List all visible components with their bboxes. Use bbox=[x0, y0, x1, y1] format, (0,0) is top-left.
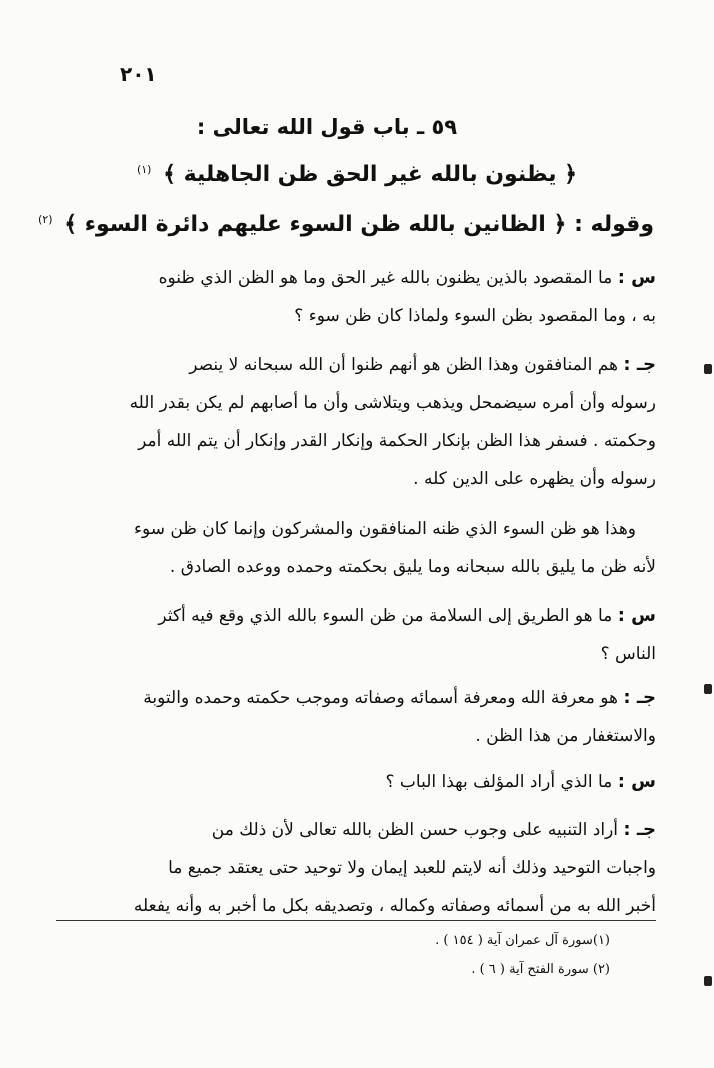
answer-paragraph bbox=[56, 679, 656, 755]
text-line: رسوله وأن أمره سيضمحل ويذهب ويتلاشى وأن ما أصابهم لم يكن بقدر الله bbox=[129, 393, 656, 413]
text-line: س : ما الذي أراد المؤلف بهذا الباب ؟ bbox=[385, 771, 656, 792]
margin-mark bbox=[704, 364, 712, 374]
text-line: جـ : هو معرفة الله ومعرفة أسمائه وصفاته وموجب حكمته وحمده والتوبة bbox=[143, 687, 656, 708]
verse-2-text: ﴿ الظانين بالله ظن السوء عليهم دائرة السوء ﴾ bbox=[64, 212, 567, 237]
verse-2-prefix: وقوله : bbox=[574, 212, 654, 237]
question-paragraph bbox=[56, 597, 656, 673]
footnote-divider bbox=[56, 920, 656, 921]
verse-heading-1 bbox=[0, 162, 714, 187]
question-label: س : bbox=[617, 605, 656, 626]
text-line: والاستغفار من هذا الظن . bbox=[475, 726, 656, 746]
text-line: لأنه ظن ما يليق بالله سبحانه وما يليق بحكمته وحمده ووعده الصادق . bbox=[169, 557, 656, 577]
footnote-2: (٢) سورة الفتح آية ( ٦ ) . bbox=[471, 962, 610, 977]
verse-1-text: ﴿ يظنون بالله غير الحق ظن الجاهلية ﴾ bbox=[163, 162, 578, 187]
explanation-paragraph bbox=[56, 510, 656, 586]
text-line: وهذا هو ظن السوء الذي ظنه المنافقون والمشركون وإنما كان ظن سوء bbox=[133, 519, 636, 539]
question-paragraph bbox=[56, 259, 656, 335]
text-line: جـ : هم المنافقون وهذا الظن هو أنهم ظنوا أن الله سبحانه لا ينصر bbox=[189, 354, 656, 375]
question-label: س : bbox=[617, 771, 656, 792]
text-line: س : ما المقصود بالذين يظنون بالله غير الحق وما هو الظن الذي ظنوه bbox=[158, 267, 656, 288]
page-number: ٢٠١ bbox=[120, 62, 157, 86]
margin-mark bbox=[704, 976, 712, 986]
text-line: واجبات التوحيد وذلك أنه لايتم للعبد إيمان ولا توحيد حتى يعتقد جميع ما bbox=[168, 858, 656, 878]
footnote-1: (١)سورة آل عمران آية ( ١٥٤ ) . bbox=[435, 933, 610, 948]
text-line: وحكمته . فسفر هذا الظن بإنكار الحكمة وإنكار القدر وإنكار أن يتم الله أمر bbox=[138, 431, 656, 451]
answer-paragraph bbox=[56, 811, 656, 925]
text-line: س : ما هو الطريق إلى السلامة من ظن السوء بالله الذي وقع فيه أكثر bbox=[158, 605, 656, 626]
text-line: الناس ؟ bbox=[600, 644, 656, 664]
footnote-ref-2: (٢) bbox=[38, 212, 53, 226]
text-line: جـ : أراد التنبيه على وجوب حسن الظن بالله تعالى لأن ذلك من bbox=[211, 819, 656, 840]
margin-mark bbox=[704, 684, 712, 694]
text-line: رسوله وأن يظهره على الدين كله . bbox=[413, 469, 656, 489]
question-paragraph bbox=[56, 763, 656, 801]
answer-label: جـ : bbox=[623, 687, 656, 708]
chapter-heading: ٥٩ ـ باب قول الله تعالى : bbox=[196, 115, 458, 139]
text-line: أخبر الله به من أسمائه وصفاته وكماله ، وتصديقه بكل ما أخبر به وأنه يفعله bbox=[133, 896, 656, 916]
answer-label: جـ : bbox=[623, 354, 656, 375]
footnote-ref-1: (١) bbox=[136, 162, 152, 176]
answer-paragraph bbox=[56, 346, 656, 498]
answer-label: جـ : bbox=[623, 819, 656, 840]
question-label: س : bbox=[617, 267, 656, 288]
text-line: به ، وما المقصود بظن السوء ولماذا كان ظن سوء ؟ bbox=[294, 306, 656, 326]
verse-heading-2 bbox=[38, 212, 654, 237]
